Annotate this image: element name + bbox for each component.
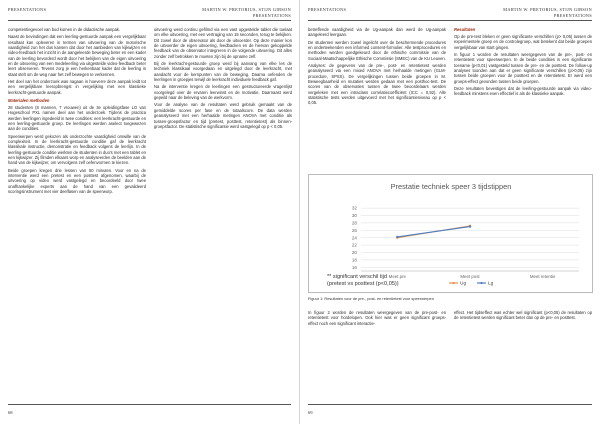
x-axis-ticks <box>389 274 556 279</box>
header-section: PRESENTATIONS <box>553 12 592 18</box>
y-tick-label: 22 <box>351 242 357 248</box>
paragraph: Op de pre-test bleken er geen significante verschillen (p> 0,05) tussen de experimentele groep en de controlegroep, wat betekent dat beide groepen vergelijkbaar van start gingen. <box>454 33 592 50</box>
paragraph: competentiegevoel van bod komen in de didactische aanpak. <box>8 27 121 32</box>
section-heading: Resultaten <box>454 27 476 32</box>
running-header-right <box>503 7 592 18</box>
y-axis-ticks <box>352 206 358 270</box>
legend-marker <box>452 282 454 284</box>
running-header-left: PRESENTATIONS <box>308 7 347 12</box>
paragraph: uitvoering werd continu gefilmd via een vast opgestelde tablet die toelaat om elke uitvoering, met een vertraging van 15 seconden, terug te bekijken. Dit zowel door de observator als door de uitvoerder. Op deze manier kon de uitvoerder de eigen uitvoering, feedbacken en de hiervan gekoppelde feedback van de observator integreren in de volgende uitvoering. Dit alles zonder zelf betrokken te moeten zijn bij de opname zelf. <box>154 27 292 59</box>
y-tick-label: 16 <box>351 264 357 270</box>
footer-rule <box>8 404 291 405</box>
annotation-line: ** significant verschil tijd <box>327 274 388 280</box>
paragraph: Analyses: de gegevens van de pre-, post- en retentietest werden geanalyseerd via een mixed ANOVA met herhaalde metingen (GLM-procedure, SPSS). De vergelijkingen tussen beide groepen in M. Beweegbaarheid en mutaties werden gedaan met een posthoc-test. De scores van de observaties tussen de twee beoordelaars werden vergeleken met een intraclass correlatiecoëfficiënt (ICC = 0,92). Alle statistische tests werden uitgevoerd met het significantieniveau op p < 0,05. <box>308 63 446 106</box>
y-tick-label: 18 <box>351 257 357 263</box>
series-line-lg <box>397 227 470 237</box>
paragraph: De studenten werden zowel ingelicht over de beschermende procedures en onderteekenden een informed consent-formulier. Alle testprocedures en methoden werden goedgekeurd door de ethische commissie van de Sociaal-Maatschappelijke Ethische Commissie (SMEC) van de KU Leuven. <box>308 39 446 61</box>
paragraph: 28 studenten (8 mannen, 7 vrouwen) uit de 3e opleidingsfase LO van Hogeschool PXL namen deel aan het onderzoek. Tijdens de practica werden leerlingen ingedeeld in twee condities: een leerkracht-gestuurde en een leerling-gestuurde groep. De leerlingen werden aselect toegewezen aan de condities. <box>8 104 146 132</box>
chart-legend <box>449 281 494 287</box>
paragraph: Speerwerpen werd gekozen als onderzochte vaardigheid omwille van de complexiteit. In de leerkracht-gestuurde conditie gaf de leerkracht klassikale instructie, demonstratie en feedback volgens de leerlijn. In de leerling-gestuurde conditie werkten de studenten in duo's met een tablet en een kijkwijzer. Zij filmden elkaars worp en analyseerden de beelden aan de hand van de kijkwijzer, om vervolgens zelf oefenvormen te kiezen. <box>8 133 146 166</box>
legend-marker <box>480 282 482 284</box>
right-page-column-2 <box>454 27 592 171</box>
left-page-column-1 <box>8 27 146 402</box>
paragraph: Na de interventie kregen de leerlingen een gestructureerde vragenlijst voorgelegd over de ervaren leerwinst en de motivatie. Daarnaast werd gepeild naar de beleving van de werkvorm. <box>154 84 292 101</box>
right-page-bottom-column-1 <box>308 310 446 390</box>
paragraph: In figuur 2 worden de resultaten weergegeven van de pre-post- en retentietest voor hordelopen. Ook hier was er geen significant groeps-effect noch een significant interactie- <box>308 310 446 326</box>
x-tick-label: Meet retentie <box>529 274 556 279</box>
paragraph: Beide groepen kregen drie lessen van 50 minuten. Voor en na de interventie werd een pretest en een posttest afgenomen, waarbij de uitvoering op video werd vastgelegd en beoordeeld door twee onafhankelijke experts aan de hand van een gevalideerd scoringsinstrument met vier deelfasen van de speerworp. <box>8 167 146 195</box>
footer-rule <box>308 404 592 405</box>
running-header-left: PRESENTATIONS <box>8 7 47 12</box>
annotation-line: (pretest vs posttest (p<0,05)) <box>327 281 399 287</box>
section-heading: Materialen methoden <box>8 98 50 104</box>
paragraph: In figuur 1 worden de resultaten weergegeven van de pre-, post- en retentietest voor speerwerpen. In de beide condities is een significante toename (p<0,01) vastgesteld tussen de pre- en de posttest. De follow-up analyses toonden aan dat er geen significante verschillen (p>0,05) zijn tussen beide groepen voor de posttest en de retentietest. Er werd een groeps-effect gevonden tussen beide groepen. <box>454 51 592 84</box>
right-page-column-1 <box>308 27 446 171</box>
line-chart <box>309 175 594 294</box>
paragraph: Bij de leerkracht-gestuurde groep werd bij aanvang van elke les de techniek klassikaal voorgedaan en uitgelegd door de leerkracht, met aandacht voor de kernpunten van de beweging. Daarna oefenden de leerlingen in groepjes terwijl de leerkracht individuele feedback gaf. <box>154 61 292 83</box>
header-rule <box>8 20 291 21</box>
y-tick-label: 28 <box>351 220 357 226</box>
running-header-right <box>202 7 291 18</box>
y-tick-label: 32 <box>351 205 357 211</box>
header-authors: MARTIN W. PRETORIUS, STIJN GIBSON <box>503 7 592 12</box>
right-page <box>300 0 600 424</box>
chart-gridlines <box>361 208 579 271</box>
paragraph: Het doel van het onderzoek was nagaan in hoeverre deze aanpak leidt tot een vergelijkbare leeropbrengst in vergelijking met een klassieke leerkracht-gestuurde aanpak. <box>8 79 146 95</box>
header-section: PRESENTATIONS <box>252 12 291 18</box>
chart-title: Prestatie techniek speer 3 tijdstippen <box>390 182 512 191</box>
page-number: 69 <box>308 410 313 415</box>
data-point <box>469 225 471 227</box>
paragraph: betreffende vaardigheid via de Ug-aanpak dan werd de Ug-aanpak aangeleerd leergaan. <box>308 27 446 38</box>
figure-caption: Figuur 1: Resultaten voor de pre-, post- en retentietest voor speerwerpen <box>308 296 434 301</box>
x-tick-label: Meet pre <box>388 274 406 279</box>
y-tick-label: 30 <box>351 213 357 219</box>
header-authors: MARTIN W. PRETORIUS, STIJN GIBSON <box>202 7 291 12</box>
y-tick-label: 24 <box>351 235 357 241</box>
paragraph: Deze resultaten bevestigen dat de leerling-gestuurde aanpak via video-feedback minstens even effectief is als de klassieke aanpak. <box>454 85 592 97</box>
legend-label: Lg <box>488 281 494 287</box>
paragraph: Naast de bevindingen dat een leerling-gestuurde aanpak een vergelijkbaar resultaat kan opleveren in termen van uitvoering van de motorische vaardigheid zun het dus kansen dat door het aanbieden van kijkwijzen en video-feedback het inzicht in de aangeleerde beweging beter en een kader van de leerling bevorderd wordt door het bekijken van de eigen uitvoering en de uitvoering van een medeleerling via uitgestelde video-feedback beter leert observeren. Tevens zorg je een herkenbaar kader dat de leerling in staat stelt om de weg naar het zelf bewegen te verkennen. <box>8 34 146 77</box>
right-page-bottom-column-2 <box>454 310 592 390</box>
figure-1-chart <box>308 174 593 293</box>
paragraph: effect. Het tijdseffect was echter wel significant (p<0,05) de resultaten op de retentietest werden significant beter dan op de pre- en posttest. <box>454 310 592 321</box>
page-number: 68 <box>8 410 13 415</box>
data-point <box>396 236 398 238</box>
x-tick-label: Meet post <box>460 274 480 279</box>
y-tick-label: 20 <box>351 250 357 256</box>
y-tick-label: 26 <box>351 227 357 233</box>
legend-label: Ug <box>460 281 467 287</box>
left-page-column-2 <box>154 27 292 402</box>
chart-series <box>396 225 471 239</box>
header-rule <box>308 20 592 21</box>
paragraph: Voor de analyse van de resultaten werd gebruik gemaakt van de gemiddelde scores per fase en de totaalscore. De data werden geanalyseerd met een herhaalde metingen ANOVA met conditie als tussen-groepsfactor en tijd (pretest, posttest, retentietest) als binnen-groepsfactor. De statistische significantie werd vastgelegd op p < 0,05. <box>154 102 292 129</box>
